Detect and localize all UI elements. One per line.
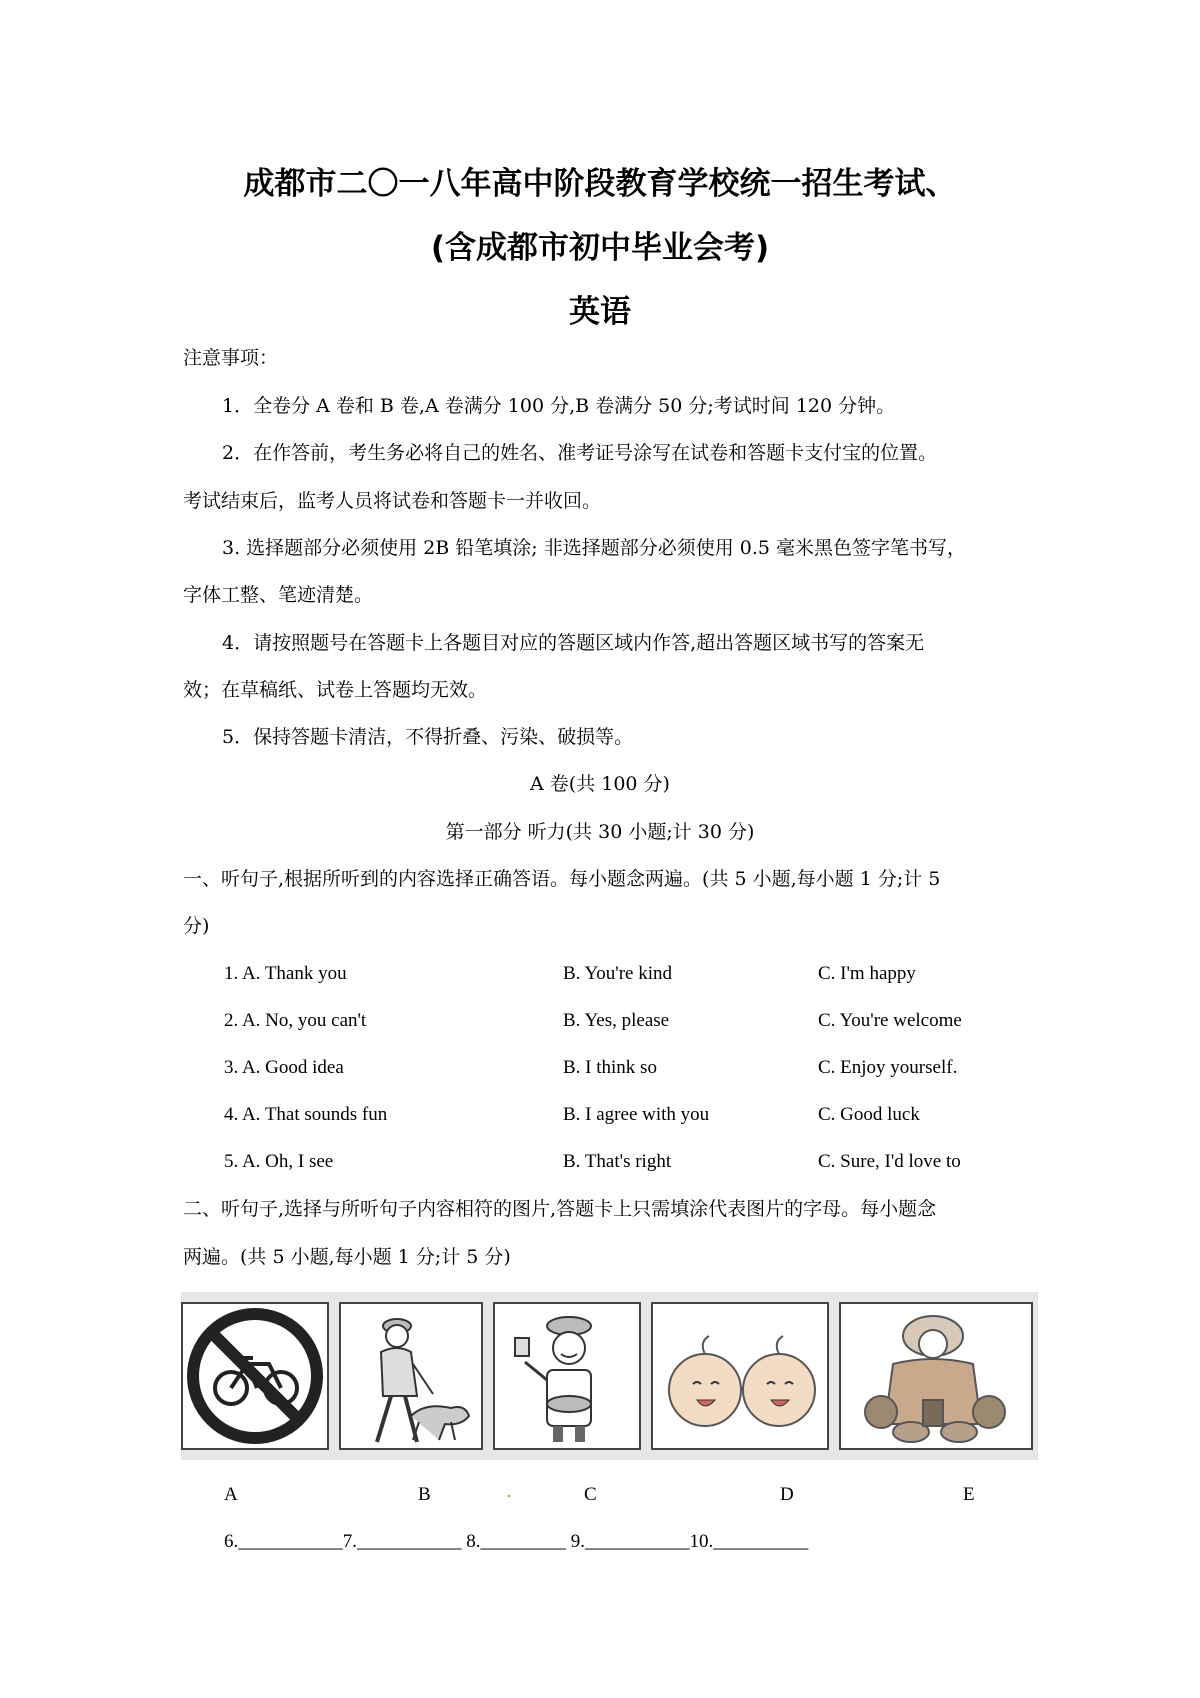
picture-letter-e: E xyxy=(963,1484,975,1505)
note-item: 考试结束后，监考人员将试卷和答题卡一并收回。 xyxy=(183,490,602,512)
q3-option-c: C. Enjoy yourself. xyxy=(818,1057,958,1078)
picture-letter-a: A xyxy=(224,1484,238,1505)
picture-letter-b: B xyxy=(418,1484,431,1505)
q1-option-c: C. I'm happy xyxy=(818,963,916,984)
exam-title: 成都市二〇一八年高中阶段教育学校统一招生考试、 xyxy=(243,166,957,202)
stray-dot: . xyxy=(506,1480,513,1502)
note-item: 5．保持答题卡清洁，不得折叠、污染、破损等。 xyxy=(222,726,634,748)
note-item: 4．请按照题号在答题卡上各题目对应的答题区域内作答,超出答题区域书写的答案无 xyxy=(222,632,925,654)
part2-instruction: 二、听句子,选择与所听句子内容相符的图片,答题卡上只需填涂代表图片的字母。每小题念 xyxy=(183,1198,937,1220)
q3-option-a: 3. A. Good idea xyxy=(224,1057,344,1078)
q4-option-c: C. Good luck xyxy=(818,1104,920,1125)
volume-heading: A 卷(共 100 分) xyxy=(530,773,670,795)
note-item: 3. 选择题部分必须使用 2B 铅笔填涂; 非选择题部分必须使用 0.5 毫米黑色签字笔书写， xyxy=(222,537,967,559)
q2-option-b: B. Yes, please xyxy=(563,1010,670,1031)
picture-strip xyxy=(181,1292,1038,1460)
q5-option-c: C. Sure, I'd love to xyxy=(818,1151,961,1172)
note-item: 字体工整、笔迹清楚。 xyxy=(183,584,374,606)
picture-letter-d: D xyxy=(780,1484,794,1505)
cook-with-spatula-icon xyxy=(493,1302,641,1450)
subject-title: 英语 xyxy=(569,294,631,330)
note-item: 2．在作答前，考生务必将自己的姓名、准考证号涂写在试卷和答题卡支付宝的位置。 xyxy=(222,442,938,464)
part1-instruction-cont: 分) xyxy=(183,915,210,937)
q2-option-a: 2. A. No, you can't xyxy=(224,1010,367,1031)
q4-option-b: B. I agree with you xyxy=(563,1104,710,1125)
q3-option-b: B. I think so xyxy=(563,1057,657,1078)
q1-option-a: 1. A. Thank you xyxy=(224,963,347,984)
no-bicycle-sign-icon xyxy=(181,1302,329,1450)
q2-option-c: C. You're welcome xyxy=(818,1010,962,1031)
exam-subtitle: (含成都市初中毕业会考) xyxy=(430,230,770,266)
note-item: 效；在草稿纸、试卷上答题均无效。 xyxy=(183,679,488,701)
note-item: 1．全卷分 A 卷和 B 卷,A 卷满分 100 分,B 卷满分 50 分;考试时间 120 分钟。 xyxy=(222,395,896,417)
notes-heading: 注意事项： xyxy=(183,347,279,369)
q4-option-a: 4. A. That sounds fun xyxy=(224,1104,388,1125)
answer-blanks: 6.___________7.___________ 8._________ 9.___________10.__________ xyxy=(224,1531,809,1552)
q1-option-b: B. You're kind xyxy=(563,963,672,984)
man-walking-dog-icon xyxy=(339,1302,483,1450)
q5-option-b: B. That's right xyxy=(563,1151,672,1172)
part1-instruction: 一、听句子,根据所听到的内容选择正确答语。每小题念两遍。(共 5 小题,每小题 1 分;计 5 xyxy=(183,868,941,890)
part-heading: 第一部分 听力(共 30 小题;计 30 分) xyxy=(445,821,755,843)
woman-with-vegetables-icon xyxy=(839,1302,1033,1450)
part2-instruction-cont: 两遍。(共 5 小题,每小题 1 分;计 5 分) xyxy=(183,1246,511,1268)
q5-option-a: 5. A. Oh, I see xyxy=(224,1151,334,1172)
picture-letter-c: C xyxy=(584,1484,597,1505)
smiling-peaches-icon xyxy=(651,1302,829,1450)
